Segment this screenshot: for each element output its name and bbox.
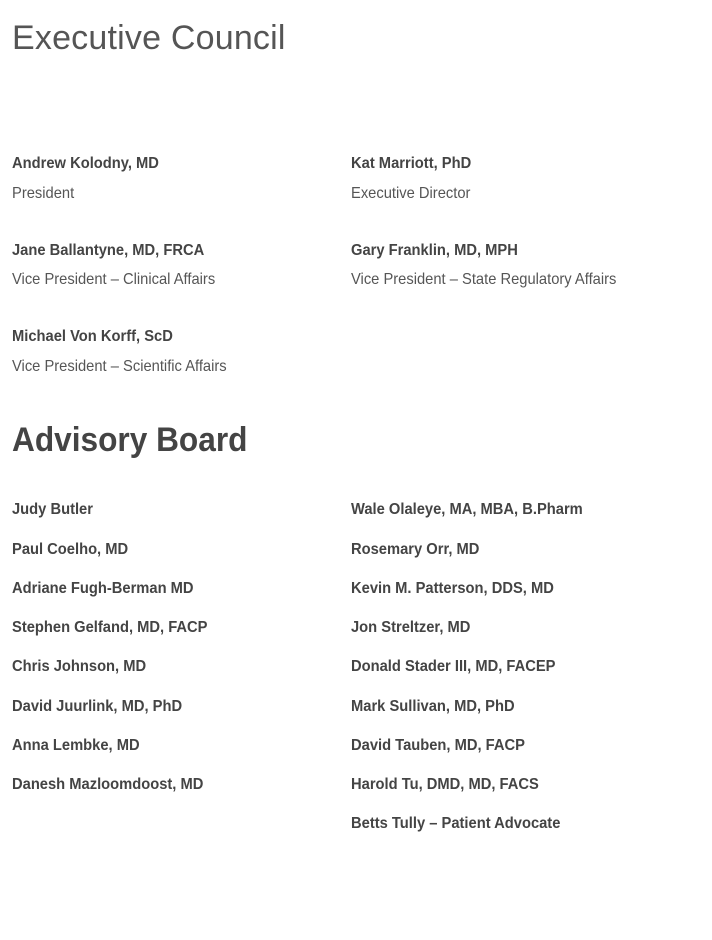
member-title: Executive Director — [351, 185, 471, 202]
council-member-president — [12, 154, 172, 204]
advisory-member: David Juurlink, MD, PhD — [12, 698, 183, 715]
council-member-vp-clinical — [12, 241, 233, 290]
advisory-member: Kevin M. Patterson, DDS, MD — [351, 580, 554, 597]
member-name: Michael Von Korff, ScD — [12, 328, 173, 345]
advisory-member: Mark Sullivan, MD, PhD — [351, 698, 515, 715]
council-member-vp-regulatory — [351, 241, 639, 290]
advisory-member: Adriane Fugh-Berman MD — [12, 580, 194, 597]
advisory-member: Danesh Mazloomdoost, MD — [12, 776, 204, 793]
member-title: Vice President – Scientific Affairs — [12, 358, 227, 375]
advisory-member: David Tauben, MD, FACP — [351, 737, 525, 754]
member-title: President — [12, 185, 75, 202]
member-name: Gary Franklin, MD, MPH — [351, 242, 518, 259]
advisory-member: Donald Stader III, MD, FACEP — [351, 658, 556, 675]
advisory-member: Judy Butler — [12, 501, 93, 518]
member-name: Jane Ballantyne, MD, FRCA — [12, 242, 205, 259]
council-member-executive-director — [351, 154, 482, 204]
advisory-member: Paul Coelho, MD — [12, 541, 129, 558]
advisory-member: Betts Tully – Patient Advocate — [351, 815, 561, 832]
advisory-member: Rosemary Orr, MD — [351, 541, 480, 558]
advisory-member: Stephen Gelfand, MD, FACP — [12, 619, 208, 636]
council-member-vp-scientific — [12, 327, 245, 377]
advisory-board-heading: Advisory Board — [12, 421, 248, 459]
advisory-member: Jon Streltzer, MD — [351, 619, 471, 636]
member-title: Vice President – State Regulatory Affairs — [351, 271, 617, 288]
member-title: Vice President – Clinical Affairs — [12, 271, 216, 288]
member-name: Andrew Kolodny, MD — [12, 155, 159, 172]
advisory-member: Harold Tu, DMD, MD, FACS — [351, 776, 539, 793]
advisory-member: Anna Lembke, MD — [12, 737, 140, 754]
advisory-member: Wale Olaleye, MA, MBA, B.Pharm — [351, 501, 583, 518]
advisory-member: Chris Johnson, MD — [12, 658, 147, 675]
executive-council-heading: Executive Council — [12, 19, 286, 57]
member-name: Kat Marriott, PhD — [351, 155, 472, 172]
